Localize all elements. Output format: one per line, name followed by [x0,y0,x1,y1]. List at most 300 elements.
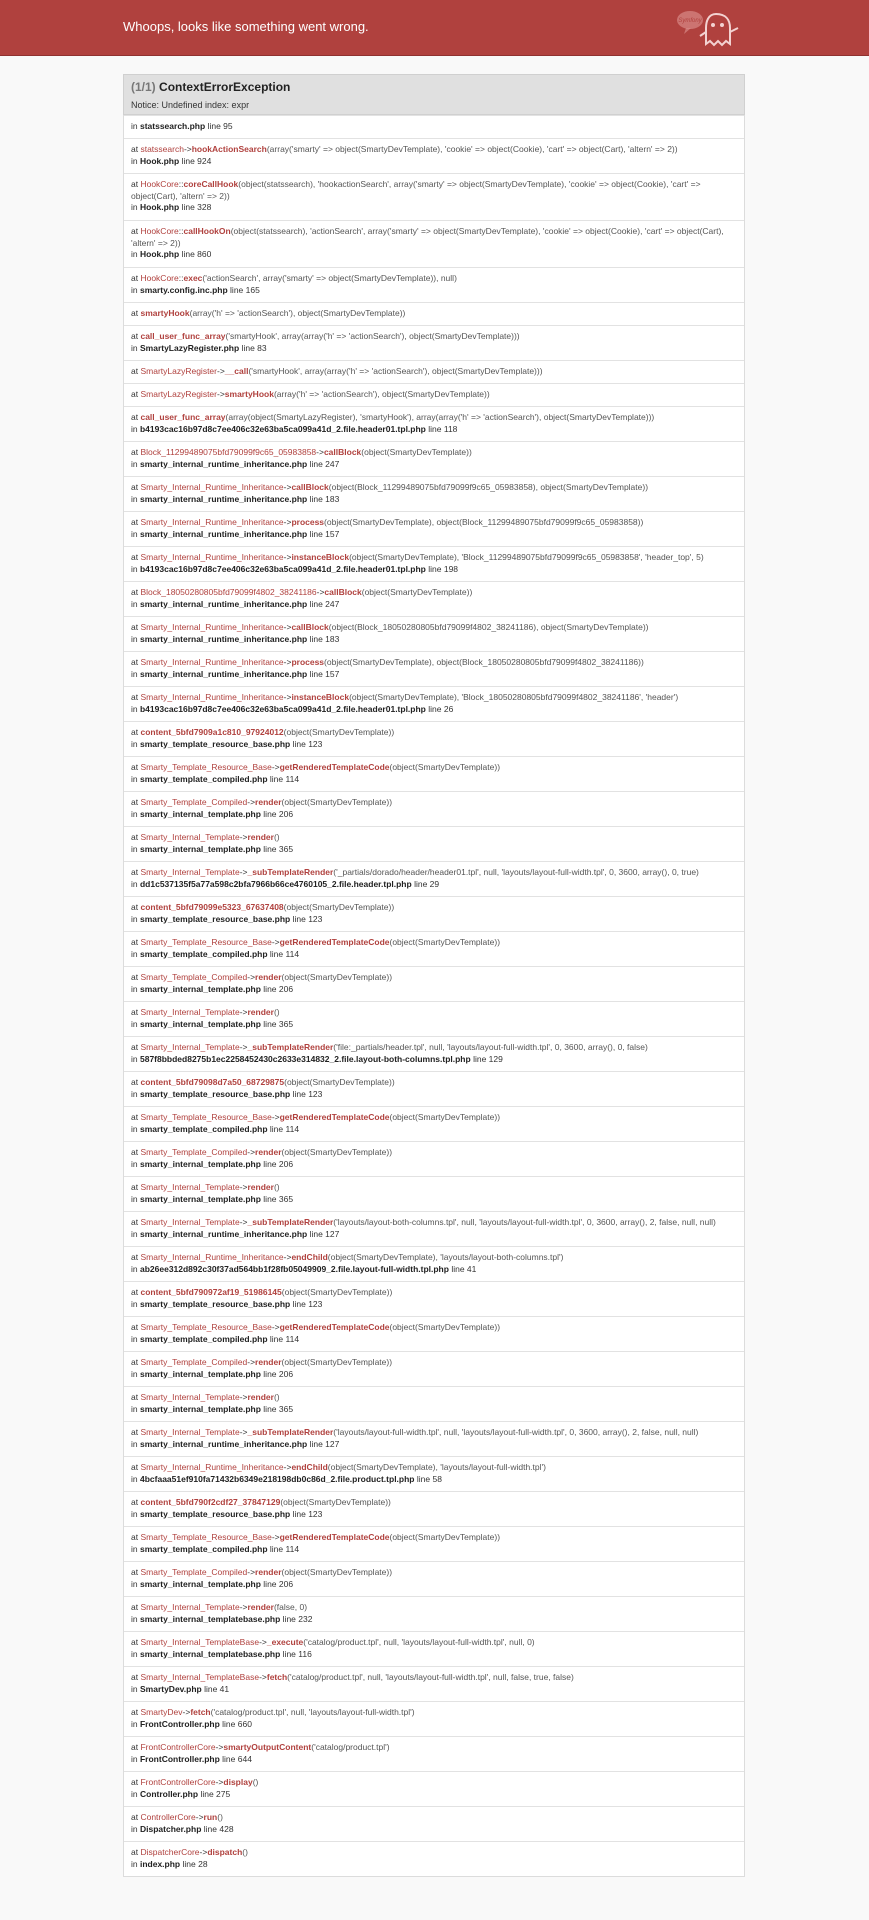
trace-line [124,302,744,325]
trace-function: smartyHook [140,308,190,318]
trace-operator: -> [239,1392,248,1402]
trace-file: Hook.php [139,155,180,166]
trace-function: render [255,1147,282,1157]
trace-line [124,1736,744,1771]
trace-function: content_5bfd79098d7a50_68729875 [140,1077,285,1087]
trace-class-link[interactable]: HookCore [140,273,179,283]
trace-at: at [131,1357,139,1367]
trace-at: at [131,972,139,982]
trace-function: __call [224,366,249,376]
trace-file: smarty_internal_template.php [139,808,261,819]
trace-at: at [131,447,139,457]
trace-at: at [131,1112,139,1122]
trace-at: at [131,587,139,597]
trace-call [131,1567,737,1579]
trace-file: smarty_internal_runtime_inheritance.php [139,598,308,609]
trace-file: smarty_internal_runtime_inheritance.php [139,528,308,539]
trace-line-number: line 328 [181,202,212,212]
trace-call [131,832,737,844]
trace-line-number: line 660 [222,1718,252,1729]
trace-at: at [131,727,139,737]
trace-location: in 587f8bbded8275b1ec2258452430c2633e314832_2.file.layout-both-columns.tpl.php line 129 [131,1053,503,1064]
trace-file: smarty_internal_runtime_inheritance.php [139,1228,308,1239]
trace-call [131,1532,737,1544]
trace-args: (object(SmartyDevTemplate), object(Block_11299489075bfd79099f9c65_05983858)) [324,517,644,527]
trace-args: (object(statssearch), 'hookactionSearch', array('smarty' => object(SmartyDevTemplate), 'cookie' => object(Cookie), 'cart' => object(Cart), 'altern' => 2)) [131,179,701,201]
trace-file: smarty_internal_template.php [139,1158,261,1169]
trace-args: ('file:_partials/header.tpl', null, 'layouts/layout-full-width.tpl', 0, 3600, array(), 0, false) [333,1042,648,1052]
trace-line [124,581,744,616]
error-header-bar [0,0,869,56]
trace-line [124,826,744,861]
trace-function: process [291,657,325,667]
trace-line [124,1806,744,1841]
trace-at: at [131,1042,139,1052]
trace-location: in smarty_internal_runtime_inheritance.php line 183 [131,493,340,504]
trace-operator: -> [247,1147,256,1157]
trace-location: in smarty_internal_template.php line 206 [131,1578,294,1589]
trace-file: smarty_internal_template.php [139,1368,261,1379]
trace-class-link[interactable]: Smarty_Internal_Runtime_Inheritance [140,552,284,562]
trace-call [131,447,737,459]
trace-location: in smarty_internal_template.php line 365 [131,1403,294,1414]
trace-class-link[interactable]: Smarty_Internal_Runtime_Inheritance [140,1462,284,1472]
trace-at: at [131,273,139,283]
trace-location: in smarty_internal_template.php line 206 [131,1368,294,1379]
trace-location: in SmartyLazyRegister.php line 83 [131,342,267,353]
trace-location: in smarty_internal_template.php line 365 [131,843,294,854]
trace-line-number: line 123 [292,1298,323,1309]
trace-line [124,1246,744,1281]
trace-function: render [255,972,282,982]
trace-args: ('catalog/product.tpl') [311,1742,390,1752]
trace-location: in smarty_internal_runtime_inheritance.php line 247 [131,598,340,609]
trace-file: smarty_template_compiled.php [139,1333,268,1344]
trace-call [131,1252,737,1264]
trace-line-number: line 41 [204,1683,230,1694]
trace-class-link[interactable]: Smarty_Internal_Template [140,1042,240,1052]
trace-args: (array('h' => 'actionSearch'), object(SmartyDevTemplate)) [189,308,406,318]
trace-operator: -> [239,1182,248,1192]
trace-line [124,1561,744,1596]
trace-operator: -> [247,1567,256,1577]
trace-operator: -> [239,1217,248,1227]
trace-class-link[interactable]: Smarty_Template_Compiled [140,1147,248,1157]
trace-args: (array(object(SmartyLazyRegister), 'smartyHook'), array(array('h' => 'actionSearch'), object(SmartyDevTemplate))) [225,412,655,422]
trace-function: content_5bfd790972af19_51986145 [140,1287,282,1297]
trace-file: smarty_internal_runtime_inheritance.php [139,493,308,504]
trace-line [124,1771,744,1806]
trace-line [124,791,744,826]
trace-file: smarty_internal_templatebase.php [139,1613,281,1624]
trace-file: statssearch.php [139,121,206,131]
trace-line [124,115,744,138]
trace-operator: -> [271,762,280,772]
trace-location: in ab26ee312d892c30f37ad564bb1f28fb05049909_2.file.layout-full-width.tpl.php line 41 [131,1263,477,1274]
trace-class-link[interactable]: SmartyLazyRegister [140,389,217,399]
trace-args: (object(SmartyDevTemplate)) [281,1357,393,1367]
trace-location: in b4193cac16b97d8c7ee406c32e63ba5ca099a41d_2.file.header01.tpl.php line 198 [131,563,459,574]
trace-args: (object(SmartyDevTemplate), 'Block_11299489075bfd79099f9c65_05983858', 'header_top', 5) [349,552,704,562]
trace-function: exec [183,273,203,283]
trace-line-number: line 206 [263,1158,294,1169]
trace-file: smarty_internal_templatebase.php [139,1648,281,1659]
trace-file: SmartyDev.php [139,1683,202,1694]
trace-call [131,1742,737,1754]
trace-file: smarty_template_resource_base.php [139,738,291,749]
trace-call [131,937,737,949]
trace-location: in Dispatcher.php line 428 [131,1823,234,1834]
trace-line [124,1386,744,1421]
trace-class-link[interactable]: FrontControllerCore [140,1777,216,1787]
trace-args: () [273,1182,280,1192]
trace-function: _subTemplateRender [247,1217,334,1227]
trace-call [131,308,737,320]
trace-call [131,412,737,424]
trace-args: ('catalog/product.tpl', null, 'layouts/layout-full-width.tpl', null, false, true, false) [287,1672,574,1682]
trace-class-link[interactable]: Smarty_Template_Compiled [140,1357,248,1367]
trace-line [124,267,744,302]
trace-args: (object(SmartyDevTemplate)) [361,447,472,457]
trace-args: () [252,1777,259,1787]
trace-operator: -> [182,1707,191,1717]
trace-file: Controller.php [139,1788,199,1799]
trace-line [124,1001,744,1036]
trace-class-link[interactable]: Smarty_Template_Resource_Base [140,1532,272,1542]
trace-file: smarty_template_compiled.php [139,773,268,784]
trace-at: at [131,1287,139,1297]
trace-line [124,1141,744,1176]
trace-class-link[interactable]: HookCore [140,179,179,189]
trace-args: (object(SmartyDevTemplate)) [281,1147,393,1157]
trace-class-link[interactable]: Smarty_Internal_Template [140,1427,240,1437]
trace-class-link[interactable]: Smarty_Internal_Template [140,867,240,877]
trace-line [124,511,744,546]
trace-operator: :: [178,179,184,189]
trace-line-number: line 114 [269,1123,300,1134]
trace-file: smarty_template_resource_base.php [139,1298,291,1309]
trace-call [131,366,737,378]
trace-args: () [217,1812,223,1822]
trace-file: FrontController.php [139,1753,220,1764]
trace-line [124,138,744,173]
trace-args: (object(SmartyDevTemplate)) [283,902,395,912]
trace-class-link[interactable]: Smarty_Internal_TemplateBase [140,1672,260,1682]
trace-args: ('layouts/layout-full-width.tpl', null, 'layouts/layout-full-width.tpl', 0, 3600, array(), 2, false, null, null) [333,1427,699,1437]
trace-line-number: line 247 [309,458,340,469]
trace-line [124,651,744,686]
trace-call [131,1182,737,1194]
trace-line-number: line 206 [263,983,294,994]
trace-at: at [131,226,139,236]
trace-class-link[interactable]: Smarty_Internal_Runtime_Inheritance [140,657,284,667]
trace-class-link[interactable]: Smarty_Internal_Template [140,1182,240,1192]
trace-line-number: line 644 [222,1753,252,1764]
trace-args: ('catalog/product.tpl', null, 'layouts/layout-full-width.tpl') [210,1707,415,1717]
trace-location: in smarty_template_compiled.php line 114 [131,773,300,784]
trace-class-link[interactable]: Smarty_Internal_Runtime_Inheritance [140,692,284,702]
trace-call [131,797,737,809]
trace-class-link[interactable]: Smarty_Internal_Runtime_Inheritance [140,482,284,492]
trace-location: in b4193cac16b97d8c7ee406c32e63ba5ca099a41d_2.file.header01.tpl.php line 118 [131,423,458,434]
trace-at: at [131,1147,139,1157]
trace-operator: -> [283,657,292,667]
trace-operator: -> [247,972,256,982]
trace-line-number: line 428 [203,1823,234,1834]
trace-line [124,1701,744,1736]
trace-location: in Hook.php line 328 [131,202,212,212]
trace-function: call_user_func_array [140,412,226,422]
trace-class-link[interactable]: Smarty_Template_Compiled [140,797,248,807]
trace-operator: -> [259,1672,267,1682]
trace-line-number: line 365 [263,1193,294,1204]
trace-location: in smarty_template_compiled.php line 114 [131,948,300,959]
trace-at: at [131,692,139,702]
trace-class-link[interactable]: Smarty_Template_Resource_Base [140,937,272,947]
trace-line [124,721,744,756]
trace-class-link[interactable]: SmartyDev [140,1707,183,1717]
trace-file: index.php [139,1858,181,1869]
trace-line-number: line 206 [263,808,294,819]
trace-operator: -> [183,144,192,154]
trace-call [131,1602,737,1614]
trace-call [131,622,737,634]
trace-function: dispatch [207,1847,243,1857]
trace-at: at [131,552,139,562]
trace-class-link[interactable]: FrontControllerCore [140,1742,216,1752]
trace-call [131,1497,737,1509]
trace-call [131,273,737,285]
trace-function: getRenderedTemplateCode [279,1322,390,1332]
trace-class-link[interactable]: Block_18050280805bfd79099f4802_38241186 [140,587,317,597]
trace-function: getRenderedTemplateCode [279,1112,390,1122]
trace-call [131,692,737,704]
trace-class-link[interactable]: SmartyLazyRegister [140,366,217,376]
trace-line-number: line 114 [269,948,300,959]
trace-operator: -> [217,366,225,376]
trace-file: smarty_internal_runtime_inheritance.php [139,668,308,679]
trace-line [124,1071,744,1106]
trace-operator: -> [239,1427,248,1437]
trace-args: (false, 0) [273,1602,308,1612]
trace-location: in FrontController.php line 644 [131,1753,252,1764]
trace-line-number: line 95 [207,121,233,131]
trace-class-link[interactable]: ControllerCore [140,1812,196,1822]
trace-file: smarty_internal_runtime_inheritance.php [139,458,308,469]
trace-class-link[interactable]: Smarty_Internal_Runtime_Inheritance [140,1252,284,1262]
trace-class-link[interactable]: Smarty_Template_Resource_Base [140,762,272,772]
trace-at: at [131,1602,139,1612]
trace-file: smarty_internal_runtime_inheritance.php [139,1438,308,1449]
trace-args: (object(SmartyDevTemplate)) [389,937,501,947]
trace-line-number: line 165 [230,284,260,295]
trace-file: FrontController.php [139,1718,220,1729]
trace-location: in 4bcfaaa51ef910fa71432b6349e218198db0c86d_2.file.product.tpl.php line 58 [131,1473,442,1484]
trace-function: _subTemplateRender [247,867,334,877]
trace-operator: -> [283,692,292,702]
trace-at: at [131,482,139,492]
trace-at: at [131,1252,139,1262]
trace-class-link[interactable]: HookCore [140,226,179,236]
trace-location: in smarty_template_compiled.php line 114 [131,1333,300,1344]
trace-class-link[interactable]: Smarty_Internal_Template [140,1392,240,1402]
trace-function: callBlock [291,482,329,492]
trace-line-number: line 118 [428,423,458,434]
exception-header [123,74,745,115]
trace-location: in smarty.config.inc.php line 165 [131,284,260,295]
trace-function: render [255,1357,282,1367]
trace-operator: -> [215,1742,224,1752]
trace-operator: -> [283,622,292,632]
trace-at: at [131,1007,139,1017]
trace-class-link[interactable]: Smarty_Template_Compiled [140,1567,248,1577]
trace-class-link[interactable]: Block_11299489075bfd79099f9c65_05983858 [140,447,317,457]
trace-function: render [247,1007,274,1017]
trace-location: in index.php line 28 [131,1858,208,1869]
trace-location: in smarty_internal_runtime_inheritance.php line 247 [131,458,340,469]
trace-operator: -> [247,797,256,807]
trace-function: _subTemplateRender [247,1042,334,1052]
trace-class-link[interactable]: Smarty_Internal_Runtime_Inheritance [140,622,284,632]
trace-location: in smarty_internal_templatebase.php line 232 [131,1613,313,1624]
trace-line-number: line 41 [451,1263,477,1274]
trace-class-link[interactable]: Smarty_Internal_Runtime_Inheritance [140,517,284,527]
trace-at: at [131,1812,139,1822]
trace-operator: -> [283,1462,292,1472]
trace-operator: -> [239,1602,248,1612]
trace-args: (object(Block_11299489075bfd79099f9c65_05983858), object(SmartyDevTemplate)) [328,482,649,492]
trace-at: at [131,937,139,947]
trace-at: at [131,1672,139,1682]
trace-line [124,756,744,791]
trace-location: in smarty_internal_runtime_inheritance.php line 157 [131,528,340,539]
trace-line-number: line 83 [241,342,267,353]
trace-function: smartyHook [224,389,274,399]
trace-file: smarty_internal_template.php [139,1403,261,1414]
trace-line-number: line 183 [309,493,340,504]
trace-operator: -> [215,1777,224,1787]
trace-at: at [131,179,139,189]
trace-function: display [223,1777,253,1787]
trace-at: at [131,517,139,527]
trace-class-link[interactable]: Smarty_Template_Resource_Base [140,1322,272,1332]
trace-location: in smarty_template_resource_base.php line 123 [131,1508,323,1519]
trace-args: ('_partials/dorado/header/header01.tpl', null, 'layouts/layout-full-width.tpl', 0, 3600, array(), 0, true) [333,867,699,877]
trace-at: at [131,389,139,399]
trace-line [124,1176,744,1211]
trace-class-link[interactable]: statssearch [140,144,184,154]
trace-operator: -> [271,937,280,947]
trace-at: at [131,331,139,341]
trace-call [131,226,737,249]
exception-name: ContextErrorException [159,80,291,94]
trace-line-number: line 232 [282,1613,313,1624]
trace-function: endChild [291,1252,328,1262]
trace-location: in Hook.php line 924 [131,155,212,166]
trace-line [124,966,744,1001]
trace-call [131,587,737,599]
trace-file: 4bcfaaa51ef910fa71432b6349e218198db0c86d_2.file.product.tpl.php [139,1473,415,1484]
trace-function: instanceBlock [291,552,350,562]
trace-class-link[interactable]: Smarty_Internal_Template [140,1217,240,1227]
trace-operator: -> [271,1112,280,1122]
trace-call [131,657,737,669]
trace-class-link[interactable]: Smarty_Template_Resource_Base [140,1112,272,1122]
trace-call [131,762,737,774]
trace-class-link[interactable]: Smarty_Internal_Template [140,1007,240,1017]
trace-function: instanceBlock [291,692,350,702]
trace-operator: -> [239,1042,248,1052]
trace-location: in smarty_internal_runtime_inheritance.php line 127 [131,1438,340,1449]
trace-class-link[interactable]: DispatcherCore [140,1847,200,1857]
trace-class-link[interactable]: Smarty_Template_Compiled [140,972,248,982]
trace-file: smarty_template_resource_base.php [139,1508,291,1519]
trace-line [124,1106,744,1141]
trace-at: at [131,832,139,842]
trace-call [131,1777,737,1789]
trace-file: SmartyLazyRegister.php [139,342,240,353]
trace-args: (object(SmartyDevTemplate)) [389,1112,501,1122]
trace-line [124,1526,744,1561]
trace-at: at [131,1707,139,1717]
trace-operator: -> [271,1532,280,1542]
trace-line-number: line 129 [473,1053,503,1064]
trace-class-link[interactable]: Smarty_Internal_Template [140,832,240,842]
trace-line [124,1631,744,1666]
trace-call [131,1287,737,1299]
trace-at: at [131,657,139,667]
trace-line-number: line 183 [309,633,340,644]
trace-function: callBlock [324,587,362,597]
trace-file: dd1c537135f5a77a598c2bfa7966b66ce4760105_2.file.header.tpl.php [139,878,412,889]
trace-operator: -> [283,482,292,492]
trace-args: (object(SmartyDevTemplate)) [283,727,395,737]
trace-function: render [255,1567,282,1577]
trace-call [131,1392,737,1404]
trace-file: smarty_internal_runtime_inheritance.php [139,633,308,644]
trace-call [131,1707,737,1719]
trace-class-link[interactable]: Smarty_Internal_Template [140,1602,240,1612]
trace-args: (object(SmartyDevTemplate), 'layouts/layout-full-width.tpl') [327,1462,546,1472]
trace-file: smarty.config.inc.php [139,284,228,295]
trace-file: b4193cac16b97d8c7ee406c32e63ba5ca099a41d_2.file.header01.tpl.php [139,423,426,434]
trace-line [124,1456,744,1491]
trace-args: ('smartyHook', array(array('h' => 'actionSearch'), object(SmartyDevTemplate))) [225,331,520,341]
trace-args: (array('h' => 'actionSearch'), object(SmartyDevTemplate)) [273,389,490,399]
trace-at: at [131,1392,139,1402]
trace-location: in smarty_template_compiled.php line 114 [131,1543,300,1554]
trace-args: (object(SmartyDevTemplate)) [281,972,393,982]
trace-file: smarty_template_resource_base.php [139,1088,291,1099]
trace-location: in smarty_template_compiled.php line 114 [131,1123,300,1134]
trace-class-link[interactable]: Smarty_Internal_TemplateBase [140,1637,260,1647]
trace-args: () [273,832,280,842]
trace-file: smarty_internal_template.php [139,1018,261,1029]
trace-function: getRenderedTemplateCode [279,1532,390,1542]
trace-function: fetch [266,1672,288,1682]
trace-function: content_5bfd7909a1c810_97924012 [140,727,284,737]
trace-line-number: line 123 [292,1088,323,1099]
trace-file: smarty_internal_template.php [139,983,261,994]
trace-file: Hook.php [139,202,180,212]
trace-location: in smarty_internal_template.php line 206 [131,983,294,994]
trace-at: at [131,1637,139,1647]
trace-line-number: line 116 [282,1648,312,1659]
trace-line-number: line 157 [309,668,340,679]
trace-line [124,441,744,476]
trace-line [124,616,744,651]
trace-call [131,517,737,529]
